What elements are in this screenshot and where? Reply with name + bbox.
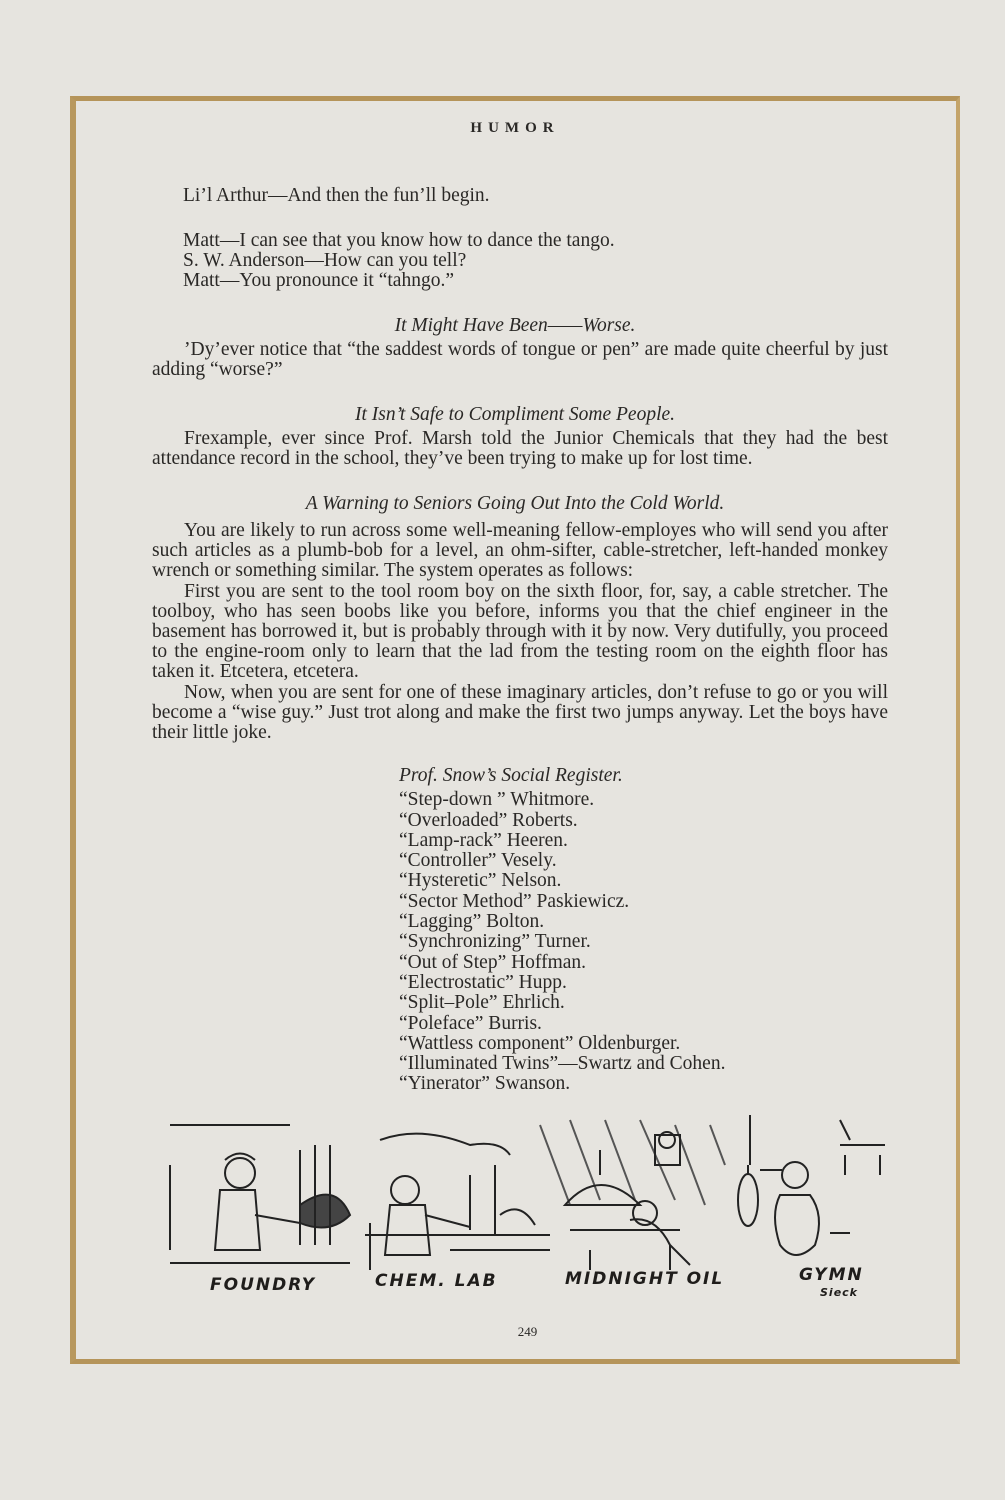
register-item: “Controller” Vesely. [399,850,557,872]
foundry-drawing [170,1125,350,1263]
dialogue-line: Matt—I can see that you know how to dance the tango. [183,230,615,251]
gymn-drawing [738,1115,885,1255]
register-item: “Lamp-rack” Heeren. [399,829,568,851]
register-item: “Step-down ” Whitmore. [399,789,595,811]
section-body [152,340,888,380]
register-item: “Split–Pole” Ehrlich. [399,992,565,1014]
section-heading: It Isn’t Safe to Compliment Some People. [354,404,676,425]
section-body [152,521,888,743]
dialogue-line: Li’l Arthur—And then the fun’ll begin. [183,185,490,206]
paragraph: You are likely to run across some well-meaning fellow-employes who will send you after such articles as a plumb-bob for a level, an ohm-sifter, cable-stretcher, left-handed monkey wrench or something similar. The system operates as follows: [152,520,888,582]
paragraph: Frexample, ever since Prof. Marsh told the Junior Chemicals that they had the best attendance record in the school, they’ve been trying to make up for lost time. [152,428,888,470]
social-register [399,766,725,1095]
register-item: “Out of Step” Hoffman. [399,951,587,973]
register-item: “Wattless component” Oldenburger. [399,1032,681,1054]
register-item: “Yinerator” Swanson. [399,1073,571,1095]
artist-signature: Sieck [820,1286,858,1299]
paragraph: ’Dy’ever notice that “the saddest words of tongue or pen” are made quite cheerful by just adding “worse?” [152,339,888,381]
register-item: “Sector Method” Paskiewicz. [399,890,630,912]
cartoon-caption: MIDNIGHT OIL [565,1269,725,1289]
dialogue-line: Matt—You pronounce it “tahngo.” [183,270,454,291]
section-body [152,429,888,469]
register-title: Prof. Snow’s Social Register. [399,765,623,786]
register-item: “Overloaded” Roberts. [399,809,578,831]
register-item: “Synchronizing” Turner. [399,931,591,953]
cartoon-caption: FOUNDRY [210,1275,317,1295]
page-number: 249 [517,1324,538,1339]
register-item: “Poleface” Burris. [399,1012,542,1034]
cartoon-caption: CHEM. LAB [375,1271,498,1291]
page-header: HUMOR [470,120,560,136]
dialogue-line: S. W. Anderson—How can you tell? [183,250,467,271]
section-heading: A Warning to Seniors Going Out Into the Cold World. [305,493,725,514]
chem-lab-drawing [365,1134,550,1270]
register-item: “Illuminated Twins”—Swartz and Cohen. [399,1053,726,1075]
register-item: “Electrostatic” Hupp. [399,971,567,993]
midnight-oil-drawing [540,1120,725,1270]
register-item: “Lagging” Bolton. [399,911,545,933]
register-item: “Hysteretic” Nelson. [399,870,562,892]
paragraph: First you are sent to the tool room boy on the sixth floor, for, say, a cable stretcher. The toolboy, who has seen boobs like you before, informs you that the chief engineer in the basement has borrowed it, but is probably through with it by now. Very dutifully, you proceed to the engine-room only to learn that the lad from the testing room on the eighth floor has taken it. Etcetera, etcetera. [152,580,888,683]
section-heading: It Might Have Been——Worse. [394,315,636,336]
cartoon-caption: GYMN [799,1265,864,1285]
paragraph: Now, when you are sent for one of these imaginary articles, don’t refuse to go or you will become a “wise guy.” Just trot along and make the first two jumps anyway. Let the boys have their little joke. [152,681,888,744]
